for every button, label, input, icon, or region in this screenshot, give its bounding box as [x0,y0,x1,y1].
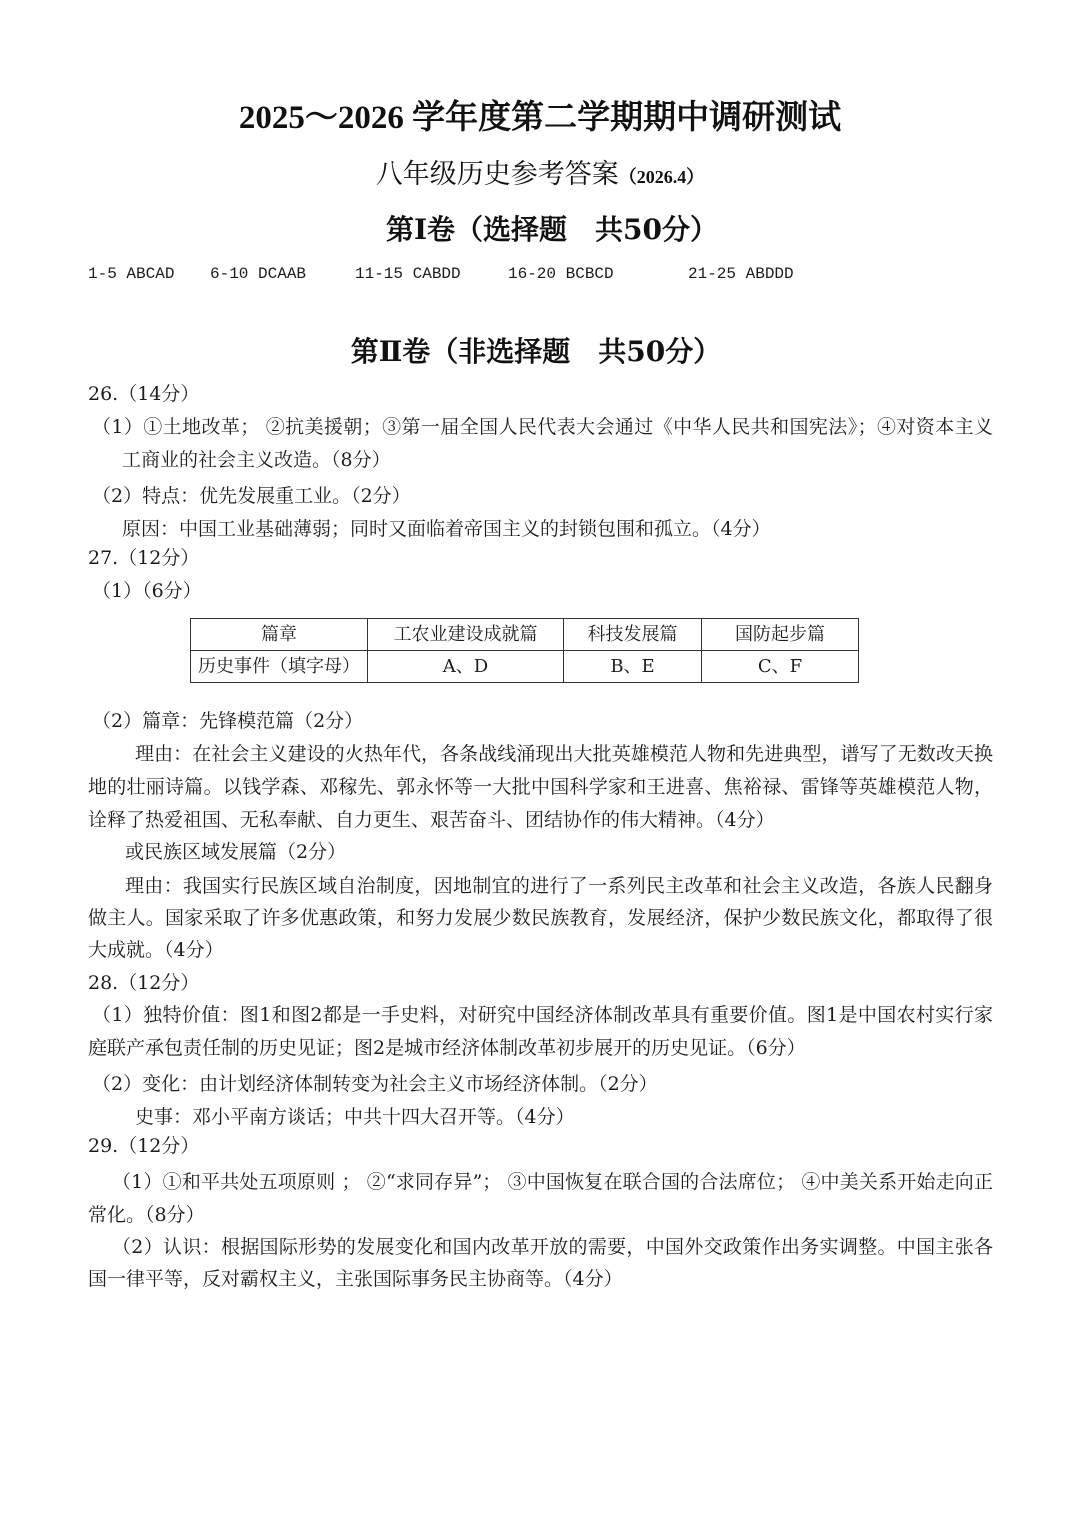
answer-group-11-15: 11-15 CABDD [355,265,461,283]
answer-group-1-5: 1-5 ABCAD [88,265,175,283]
part2-heading: 第Ⅱ卷（非选择题 共50分） [350,335,722,368]
q26-part2-reason: 原因：中国工业基础薄弱；同时又面临着帝国主义的封锁包围和孤立。（4分） [122,518,771,540]
table-header-cell: 工农业建设成就篇 [368,619,564,651]
subtitle-text: 八年级历史参考答案 [375,159,619,190]
table-cell: 历史事件（填字母） [191,651,368,683]
q26-part1-answer: （1）①土地改革； ②抗美援朝；③第一届全国人民代表大会通过《中华人民共和国宪法》；④对资本主义工商业的社会主义改造。（8分） [92,416,993,471]
answer-group-6-10: 6-10 DCAAB [210,265,307,283]
part1-heading: 第Ⅰ卷（选择题 共50分） [385,213,719,246]
table-header-cell: 篇章 [191,619,368,651]
table-cell: A、D [368,651,564,683]
table-header-cell: 国防起步篇 [702,619,859,651]
q29-part1-answer: （1）①和平共处五项原则 ； ②“求同存异”； ③中国恢复在联合国的合法席位； ④中美关系开始走向正常化。（8分） [88,1171,993,1226]
table-cell: B、E [564,651,702,683]
q26-part2-answer: （2）特点：优先发展重工业。（2分） [92,485,411,507]
q28-number: 28.（12分） [88,972,200,994]
answer-group-16-20: 16-20 BCBCD [508,265,614,283]
answer-group-21-25: 21-25 ABDDD [688,265,794,283]
q27-number: 27.（12分） [88,547,200,569]
subtitle-date: （2026.4） [618,167,705,187]
q29-number: 29.（12分） [88,1135,200,1157]
q27-answer-table [190,618,859,683]
document-title: 2025～2026 学年度第二学期期中调研测试 [238,100,842,136]
q27-alternative-answer: 或民族区域发展篇（2分） [125,841,347,863]
q27-alternative-reason: 理由：我国实行民族区域自治制度，因地制宜的进行了一系列民主改革和社会主义改造，各族人民翻身做主人。国家采取了许多优惠政策，和努力发展少数民族教育，发展经济，保护少数民族文化，都取得了很大成就。（4分） [88,875,993,961]
q28-part2-events: 史事：邓小平南方谈话；中共十四大召开等。（4分） [135,1106,575,1128]
q26-number: 26.（14分） [88,383,200,405]
table-cell: C、F [702,651,859,683]
table-header-cell: 科技发展篇 [564,619,702,651]
table-header-row [191,619,859,651]
table-row [191,651,859,683]
q27-part2-answer: （2）篇章：先锋模范篇（2分） [92,710,364,732]
q28-part2-answer: （2）变化：由计划经济体制转变为社会主义市场经济体制。（2分） [92,1073,658,1095]
document-subtitle [0,156,1080,196]
q27-part1-label: （1）（6分） [92,580,202,602]
q27-part2-reason: 理由：在社会主义建设的火热年代，各条战线涌现出大批英雄模范人物和先进典型，谱写了无数改天换地的壮丽诗篇。以钱学森、邓稼先、郭永怀等一大批中国科学家和王进喜、焦裕禄、雷锋等英雄模范人物，诠释了热爱祖国、无私奉献、自力更生、艰苦奋斗、团结协作的伟大精神。（4分） [88,743,993,831]
q28-part1-answer: （1）独特价值：图1和图2都是一手史料，对研究中国经济体制改革具有重要价值。图1是中国农村实行家庭联产承包责任制的历史见证；图2是城市经济体制改革初步展开的历史见证。（6分） [88,1004,993,1059]
q29-part2-answer: （2）认识：根据国际形势的发展变化和国内改革开放的需要，中国外交政策作出务实调整。中国主张各国一律平等，反对霸权主义，主张国际事务民主协商等。（4分） [88,1236,993,1290]
